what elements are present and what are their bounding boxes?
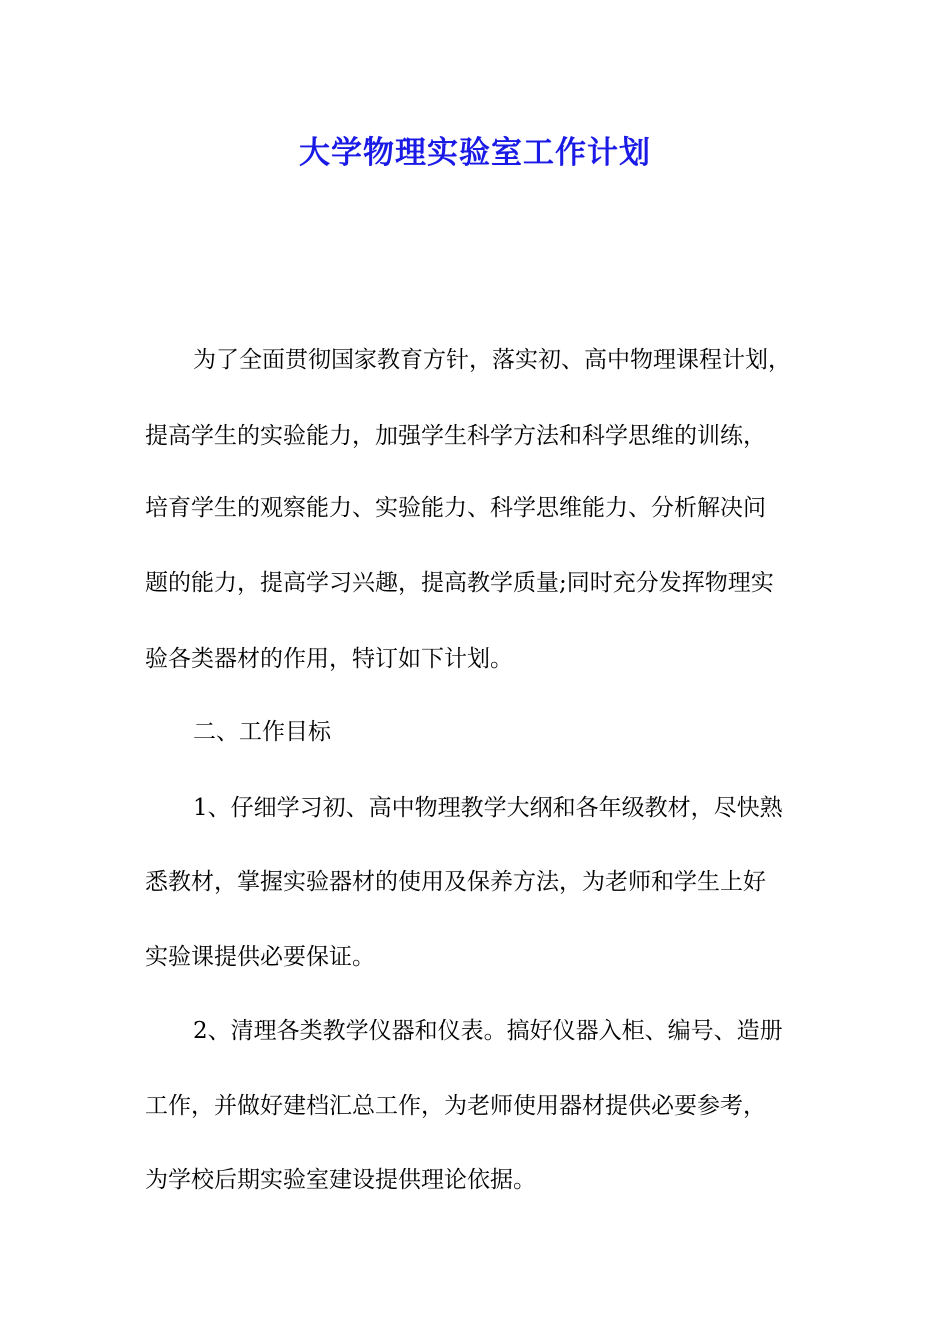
section-heading: 二、工作目标 bbox=[193, 719, 331, 745]
paragraph-line: 1、仔细学习初、高中物理教学大纲和各年级教材，尽快熟 bbox=[193, 795, 783, 821]
paragraph-line: 为了全面贯彻国家教育方针，落实初、高中物理课程计划， bbox=[193, 347, 791, 373]
paragraph-line: 为学校后期实验室建设提供理论依据。 bbox=[145, 1167, 536, 1193]
paragraph-line: 提高学生的实验能力，加强学生科学方法和科学思维的训练， bbox=[145, 423, 766, 449]
paragraph-line: 题的能力，提高学习兴趣，提高教学质量;同时充分发挥物理实 bbox=[145, 570, 774, 596]
paragraph-line: 悉教材，掌握实验器材的使用及保养方法，为老师和学生上好 bbox=[145, 869, 766, 895]
paragraph-line: 验各类器材的作用，特订如下计划。 bbox=[145, 646, 513, 672]
paragraph-line: 培育学生的观察能力、实验能力、科学思维能力、分析解决问 bbox=[145, 495, 766, 521]
paragraph-line: 实验课提供必要保证。 bbox=[145, 944, 375, 970]
paragraph-line: 工作，并做好建档汇总工作，为老师使用器材提供必要参考， bbox=[145, 1093, 766, 1119]
paragraph-line: 2、清理各类教学仪器和仪表。搞好仪器入柜、编号、造册 bbox=[193, 1018, 783, 1044]
document-title: 大学物理实验室工作计划 bbox=[299, 135, 651, 171]
